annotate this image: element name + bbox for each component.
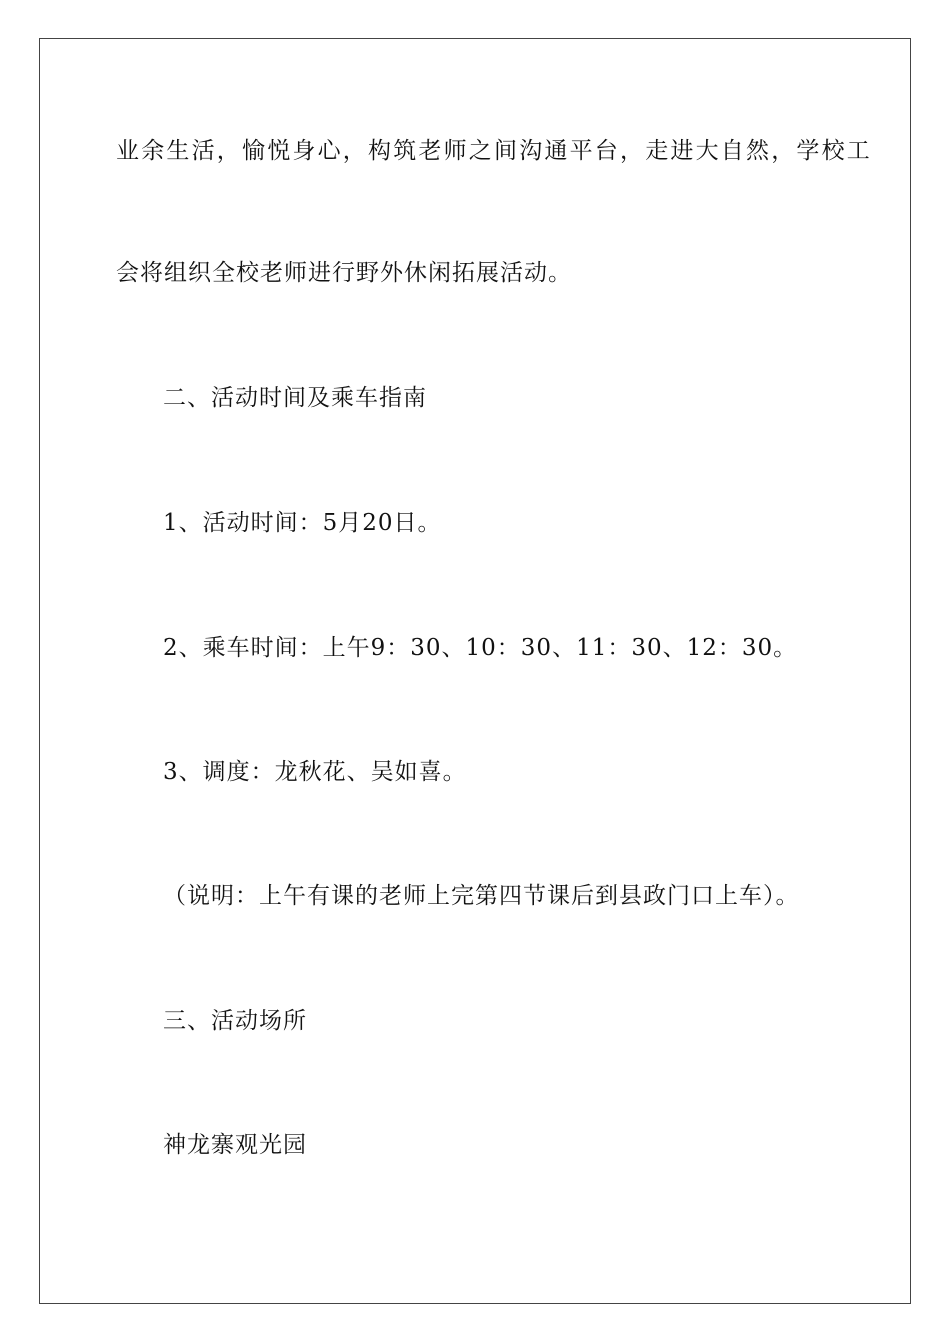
section-heading-time-and-transport: 二、活动时间及乘车指南 [163,385,427,411]
note-explanation: （说明：上午有课的老师上完第四节课后到县政门口上车）。 [163,883,800,909]
paragraph-line-end: 会将组织全校老师进行野外休闲拓展活动。 [116,260,572,286]
page-frame [39,38,911,1304]
item-dispatchers: 3、调度：龙秋花、吴如喜。 [163,759,467,785]
section-heading-venue: 三、活动场所 [163,1008,307,1034]
paragraph-line-continuation: 业余生活，愉悦身心，构筑老师之间沟通平台，走进大自然，学校工 [116,138,872,164]
item-activity-time: 1、活动时间：5月20日。 [163,510,442,536]
item-bus-times: 2、乘车时间：上午9：30、10：30、11：30、12：30。 [163,635,798,661]
venue-name: 神龙寨观光园 [163,1132,307,1158]
